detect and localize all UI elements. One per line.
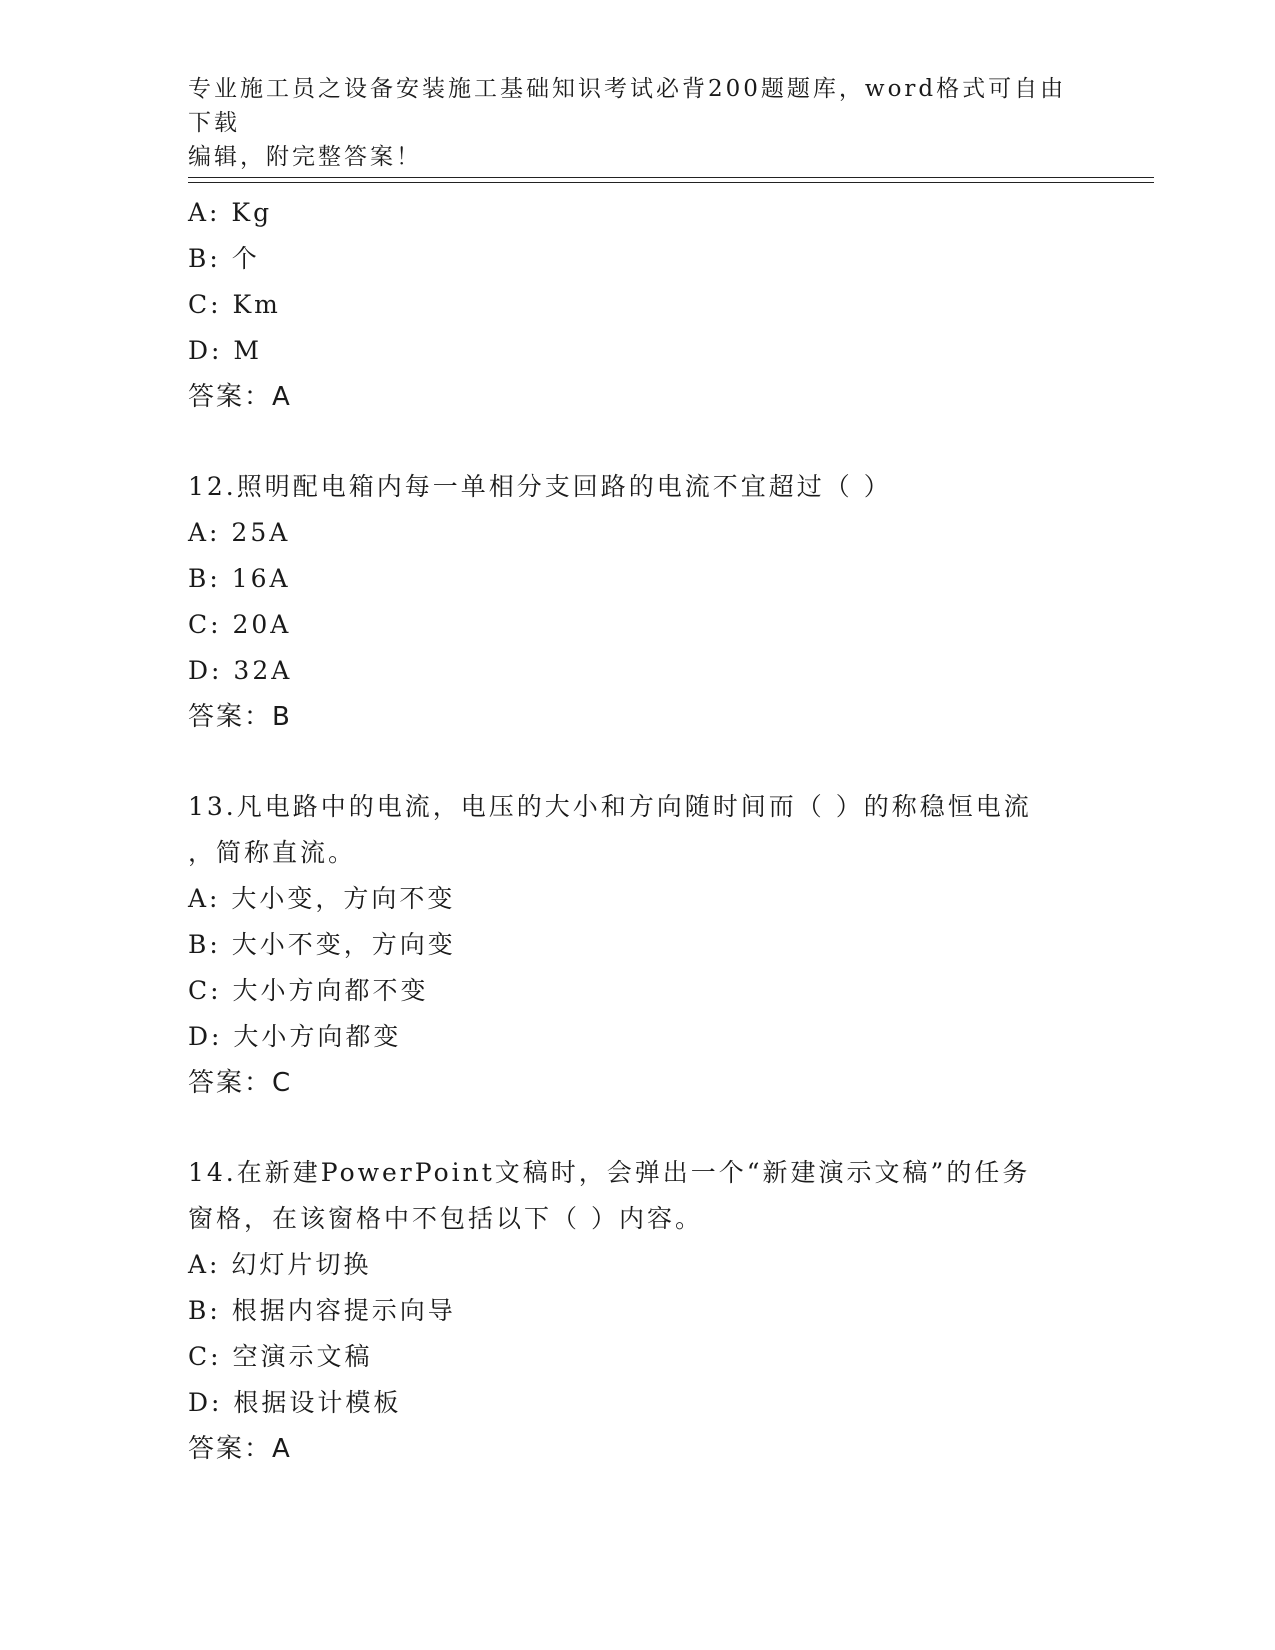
option-c: C: 空演示文稿 — [188, 1342, 373, 1371]
answer-line: 答案：C — [188, 1068, 293, 1098]
option-a: A: 25A — [188, 518, 291, 547]
option-a: A: 幻灯片切换 — [188, 1250, 372, 1279]
question-block-12 — [188, 464, 1088, 740]
option-b: B: 个 — [188, 244, 260, 273]
option-c: C: Km — [188, 290, 281, 319]
question-text-line1: 14.在新建PowerPoint文稿时，会弹出一个“新建演示文稿”的任务 — [188, 1158, 1031, 1187]
header-title-line2: 编辑，附完整答案！ — [188, 144, 422, 170]
question-block-14 — [188, 1150, 1088, 1472]
question-list — [188, 190, 1088, 1472]
option-d: D: M — [188, 336, 263, 365]
option-c: C: 大小方向都不变 — [188, 976, 429, 1005]
question-text-line2: ，简称直流。 — [188, 838, 357, 867]
option-d: D: 大小方向都变 — [188, 1022, 402, 1051]
option-b: B: 根据内容提示向导 — [188, 1296, 456, 1325]
option-d: D: 32A — [188, 656, 293, 685]
option-d: D: 根据设计模板 — [188, 1388, 402, 1417]
option-b: B: 16A — [188, 564, 291, 593]
option-a: A: Kg — [188, 198, 273, 227]
option-b: B: 大小不变，方向变 — [188, 930, 456, 959]
question-text: 12.照明配电箱内每一单相分支回路的电流不宜超过（ ） — [188, 472, 892, 501]
answer-line: 答案：B — [188, 702, 292, 732]
document-header — [188, 72, 1088, 174]
answer-line: 答案：A — [188, 382, 292, 412]
question-block-13 — [188, 784, 1088, 1106]
option-c: C: 20A — [188, 610, 292, 639]
header-divider-bottom — [188, 182, 1154, 183]
answer-line: 答案：A — [188, 1434, 292, 1464]
question-block-11 — [188, 190, 1088, 420]
question-text-line2: 窗格，在该窗格中不包括以下（ ）内容。 — [188, 1204, 703, 1233]
header-divider-top — [188, 177, 1154, 178]
question-text-line1: 13.凡电路中的电流，电压的大小和方向随时间而（ ）的称稳恒电流 — [188, 792, 1032, 821]
header-title-line1: 专业施工员之设备安装施工基础知识考试必背200题题库，word格式可自由下载 — [188, 76, 1067, 136]
option-a: A: 大小变，方向不变 — [188, 884, 456, 913]
